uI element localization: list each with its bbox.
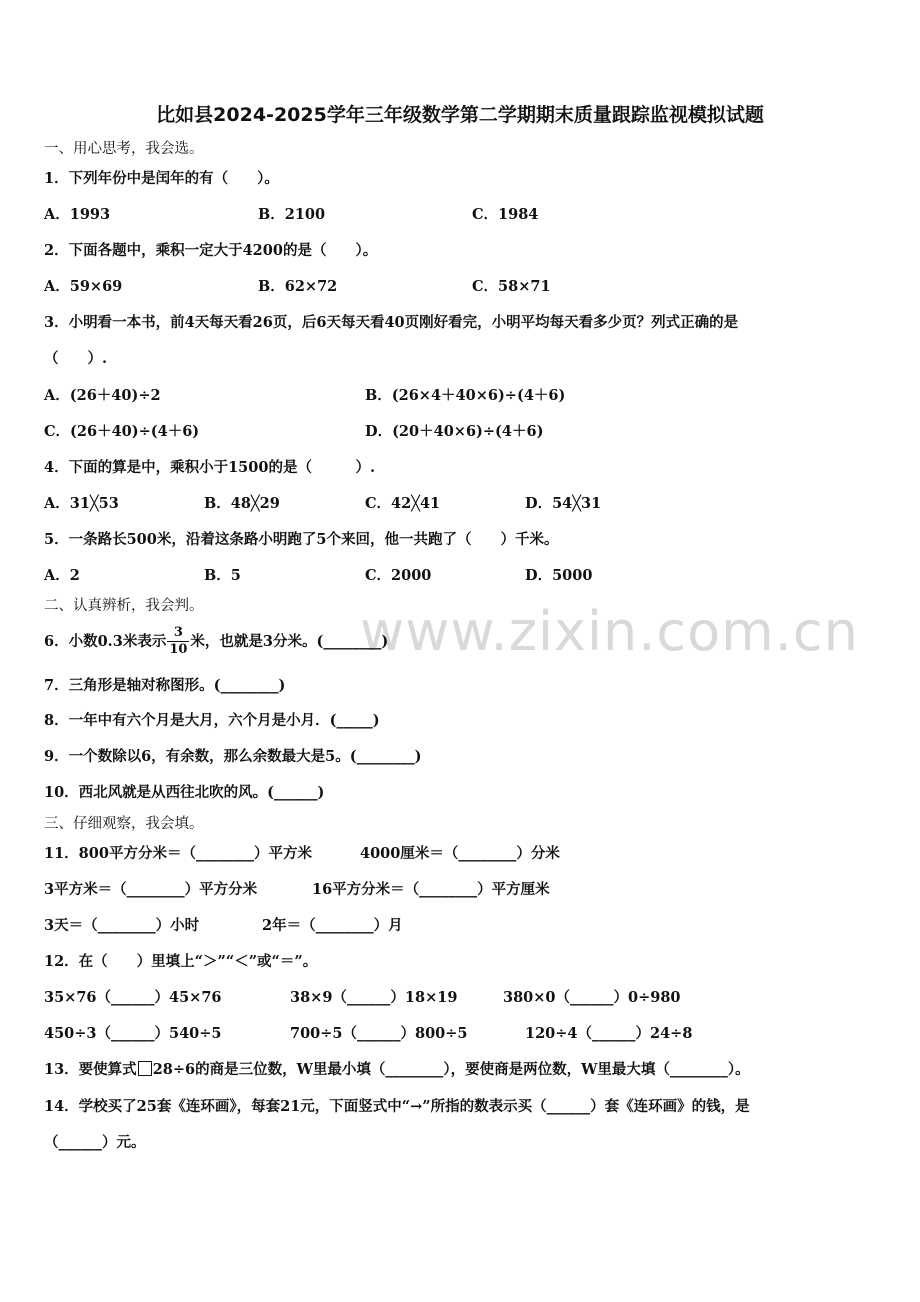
q5-option-b: B．5 bbox=[204, 567, 241, 584]
q6-fraction-numerator: 3 bbox=[167, 625, 189, 642]
q4-option-a: A．31╳53 bbox=[44, 495, 119, 512]
q11-item-d: 16平方分米＝（________）平方厘米 bbox=[312, 881, 550, 898]
q5-option-c: C．2000 bbox=[365, 567, 432, 584]
q6-text-after: 米，也就是3分米。(________) bbox=[190, 633, 389, 650]
question-1: 1．下列年份中是闰年的有（ ）。 bbox=[44, 170, 279, 187]
blank-square-icon bbox=[138, 1061, 152, 1076]
question-3: 3．小明看一本书，前4天每天看26页，后6天每天看40页刚好看完，小明平均每天看多少页？列式正确的是 bbox=[44, 314, 739, 331]
q3-option-d: D．(20＋40×6)÷(4＋6) bbox=[365, 423, 544, 440]
q12-row2-item1: 450÷3（______）540÷5 bbox=[44, 1025, 222, 1042]
section-heading-3: 三、仔细观察，我会填。 bbox=[44, 816, 204, 832]
q5-option-d: D．5000 bbox=[525, 567, 593, 584]
question-8: 8．一年中有六个月是大月，六个月是小月．(_____) bbox=[44, 712, 380, 729]
q12-row2-item2: 700÷5（______）800÷5 bbox=[290, 1025, 468, 1042]
page-title: 比如县2024-2025学年三年级数学第二学期期末质量跟踪监视模拟试题 bbox=[156, 104, 764, 126]
question-6 bbox=[44, 624, 388, 660]
q13-text-after: 28÷6的商是三位数，W里最小填（________），要使商是两位数，W里最大填（________）。 bbox=[152, 1061, 750, 1078]
question-13 bbox=[44, 1060, 750, 1080]
q4-option-d: D．54╳31 bbox=[525, 495, 602, 512]
question-7: 7．三角形是轴对称图形。(________) bbox=[44, 677, 286, 694]
q6-fraction-denominator: 10 bbox=[169, 641, 188, 657]
q3-option-a: A．(26＋40)÷2 bbox=[44, 387, 161, 404]
q4-option-b: B．48╳29 bbox=[204, 495, 280, 512]
q1-option-c: C．1984 bbox=[472, 206, 539, 223]
q3-option-c: C．(26＋40)÷(4＋6) bbox=[44, 423, 200, 440]
q6-fraction bbox=[167, 625, 189, 658]
question-3-continued: （ ）. bbox=[44, 350, 108, 367]
q12-row1-item2: 38×9（______）18×19 bbox=[290, 989, 458, 1006]
question-14-continued: （______）元。 bbox=[44, 1134, 146, 1151]
section-heading-2: 二、认真辨析，我会判。 bbox=[44, 598, 204, 614]
question-5: 5．一条路长500米，沿着这条路小明跑了5个来回，他一共跑了（ ）千米。 bbox=[44, 531, 559, 548]
section-heading-1: 一、用心思考，我会选。 bbox=[44, 141, 204, 157]
q12-row1-item3: 380×0（______）0÷980 bbox=[503, 989, 681, 1006]
q11-item-a: 11．800平方分米＝（________）平方米 bbox=[44, 845, 312, 862]
q6-text-before: 6．小数0.3米表示 bbox=[44, 633, 167, 650]
q13-text-before: 13．要使算式 bbox=[44, 1061, 137, 1078]
q11-item-e: 3天＝（________）小时 bbox=[44, 917, 200, 934]
q3-option-b: B．(26×4＋40×6)÷(4＋6) bbox=[365, 387, 566, 404]
q4-option-c: C．42╳41 bbox=[365, 495, 441, 512]
q11-item-c: 3平方米＝（________）平方分米 bbox=[44, 881, 258, 898]
q12-row2-item3: 120÷4（______）24÷8 bbox=[525, 1025, 693, 1042]
q12-row1-item1: 35×76（______）45×76 bbox=[44, 989, 222, 1006]
q2-option-a: A．59×69 bbox=[44, 278, 123, 295]
question-10: 10．西北风就是从西往北吹的风。(______) bbox=[44, 784, 325, 801]
question-2: 2．下面各题中，乘积一定大于4200的是（ ）。 bbox=[44, 242, 378, 259]
watermark: www.zixin.com.cn bbox=[360, 600, 859, 663]
q11-item-f: 2年＝（________）月 bbox=[262, 917, 403, 934]
question-4: 4．下面的算是中，乘积小于1500的是（ ）. bbox=[44, 459, 375, 476]
q2-option-b: B．62×72 bbox=[258, 278, 338, 295]
question-12: 12．在（ ）里填上“＞”“＜”或“＝”。 bbox=[44, 953, 318, 970]
question-14: 14．学校买了25套《连环画》，每套21元，下面竖式中“→”所指的数表示买（______）套《连环画》的钱，是 bbox=[44, 1098, 750, 1115]
q5-option-a: A．2 bbox=[44, 567, 80, 584]
q2-option-c: C．58×71 bbox=[472, 278, 551, 295]
question-9: 9．一个数除以6，有余数，那么余数最大是5。(________) bbox=[44, 748, 422, 765]
q1-option-a: A．1993 bbox=[44, 206, 111, 223]
q11-item-b: 4000厘米＝（________）分米 bbox=[360, 845, 560, 862]
q1-option-b: B．2100 bbox=[258, 206, 326, 223]
